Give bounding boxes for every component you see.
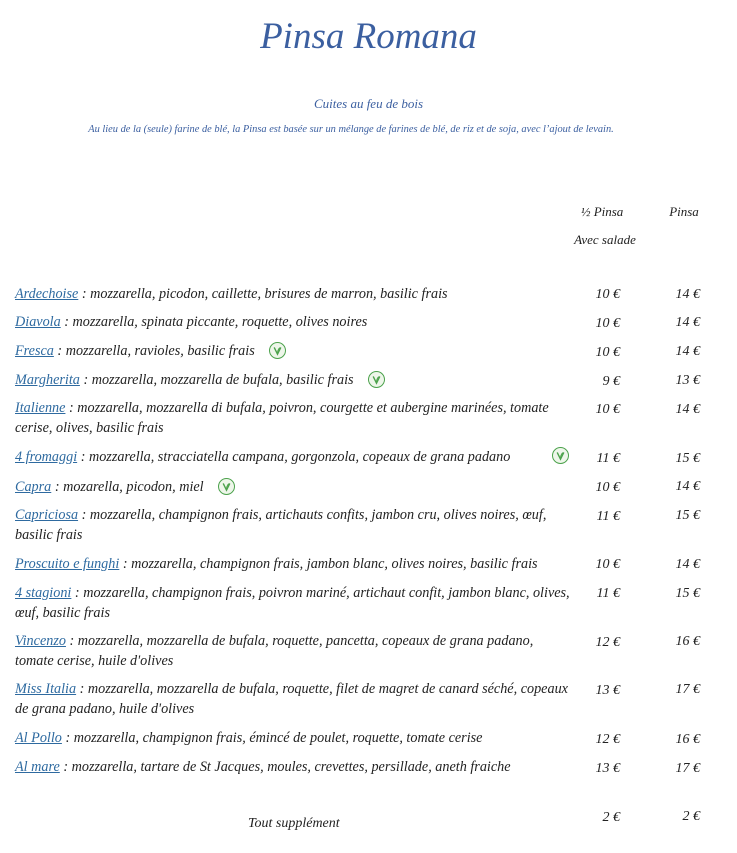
price-half: 11 €: [596, 451, 620, 466]
menu-item-description: : mozzarella, tartare de St Jacques, moules, crevettes, persillade, aneth fraiche: [59, 759, 511, 775]
menu-item-name[interactable]: Al Pollo: [15, 730, 62, 746]
menu-item-name[interactable]: Margherita: [15, 372, 80, 388]
price-full: 14 €: [675, 402, 700, 417]
menu-item: [15, 680, 575, 719]
menu-item: [15, 506, 575, 545]
menu-item-description: : mozzarella, champignon frais, jambon blanc, olives noires, basilic frais: [119, 556, 538, 572]
price-half: 10 €: [595, 287, 620, 302]
price-half: 10 €: [595, 316, 620, 331]
vegetarian-icon: [269, 342, 286, 359]
menu-item-description: : mozzarella, mozzarella de bufala, basilic frais: [79, 372, 354, 388]
price-full: 14 €: [675, 557, 700, 572]
price-full: 17 €: [675, 682, 700, 697]
price-full: 15 €: [675, 508, 700, 523]
price-half: 10 €: [595, 345, 620, 360]
menu-item-name[interactable]: 4 fromaggi: [15, 449, 78, 465]
menu-item-description: : mozzarella, spinata piccante, roquette, olives noires: [60, 314, 368, 330]
menu-item-description: : mozzarella, ravioles, basilic frais: [53, 343, 255, 359]
subtitle: Cuites au feu de bois: [313, 96, 424, 111]
menu-item-name[interactable]: Ardechoise: [15, 286, 79, 302]
price-full: 16 €: [675, 732, 700, 747]
page-title: Pinsa Romana: [260, 16, 477, 57]
menu-item: [15, 555, 575, 575]
price-half: 10 €: [595, 480, 620, 495]
menu-item-name[interactable]: Capriciosa: [15, 507, 79, 523]
price-full: 14 €: [675, 315, 700, 330]
menu-item: [15, 632, 575, 671]
column-header-half: ½ Pinsa: [580, 204, 624, 219]
menu-item: [15, 758, 575, 778]
menu-item-name[interactable]: Proscuito e funghi: [15, 556, 120, 572]
menu-item-name[interactable]: 4 stagioni: [15, 585, 72, 601]
menu-item: [15, 313, 575, 333]
price-half: 11 €: [596, 586, 620, 601]
menu-item-description: : mozzarella, champignon frais, émincé de poulet, roquette, tomate cerise: [61, 730, 483, 746]
menu-item: [15, 584, 575, 623]
menu-item: [15, 448, 575, 468]
menu-item-name[interactable]: Al mare: [15, 759, 60, 775]
supplement-price-half: 2 €: [602, 810, 620, 825]
vegetarian-icon: [218, 478, 235, 495]
column-header-half-sub: Avec salade: [574, 232, 636, 247]
menu-item-description: : mozzarella, champignon frais, artichauts confits, jambon cru, olives noires, œuf, basilic frais: [15, 507, 547, 543]
supplement-price-full: 2 €: [682, 809, 700, 824]
price-full: 15 €: [675, 451, 700, 466]
menu-item: [15, 342, 575, 362]
price-full: 16 €: [675, 634, 700, 649]
menu-item-description: : mozzarella, stracciatella campana, gorgonzola, copeaux de grana padano: [77, 449, 511, 465]
price-full: 13 €: [675, 373, 700, 388]
menu-item-description: : mozzarella, mozzarella de bufala, roquette, filet de magret de canard séché, copeaux de grana padano, huile d'olives: [15, 681, 568, 717]
price-half: 10 €: [595, 557, 620, 572]
intro-text: Au lieu de la (seule) farine de blé, la Pinsa est basée sur un mélange de farines de blé, de riz et de soja, avec l’ajout de levain.: [88, 124, 614, 135]
price-full: 15 €: [675, 586, 700, 601]
menu-item-name[interactable]: Diavola: [15, 314, 61, 330]
column-header-full: Pinsa: [669, 204, 699, 219]
menu-item-name[interactable]: Fresca: [15, 343, 54, 359]
price-half: 11 €: [596, 509, 620, 524]
price-full: 17 €: [675, 761, 700, 776]
menu-item-name[interactable]: Capra: [15, 479, 52, 495]
price-full: 14 €: [675, 479, 700, 494]
menu-item-name[interactable]: Vincenzo: [15, 633, 66, 649]
price-half: 10 €: [595, 402, 620, 417]
menu-item-description: : mozarella, picodon, miel: [51, 479, 204, 495]
menu-item: [15, 371, 575, 391]
menu-item: [15, 478, 575, 498]
price-half: 9 €: [602, 374, 620, 389]
vegetarian-icon: [368, 371, 385, 388]
menu-item-name[interactable]: Italienne: [15, 400, 66, 416]
menu-item: [15, 399, 575, 438]
supplement-label: Tout supplément: [248, 816, 340, 831]
price-full: 14 €: [675, 287, 700, 302]
menu-item: [15, 285, 575, 305]
price-half: 13 €: [595, 761, 620, 776]
menu-item-description: : mozzarella, mozzarella di bufala, poivron, courgette et aubergine marinées, tomate cerise, olives, basilic frais: [15, 400, 549, 436]
price-half: 12 €: [595, 732, 620, 747]
menu-item-name[interactable]: Miss Italia: [15, 681, 77, 697]
price-half: 12 €: [595, 635, 620, 650]
menu-item-description: : mozzarella, picodon, caillette, brisures de marron, basilic frais: [78, 286, 448, 302]
menu-item-description: : mozzarella, champignon frais, poivron mariné, artichaut confit, jambon blanc, olives, œuf, basilic frais: [15, 585, 570, 621]
price-half: 13 €: [595, 683, 620, 698]
menu-item-description: : mozzarella, mozzarella de bufala, roquette, pancetta, copeaux de grana padano, tomate cerise, huile d'olives: [15, 633, 534, 669]
vegetarian-icon: [552, 447, 569, 464]
menu-item: [15, 729, 575, 749]
price-full: 14 €: [675, 344, 700, 359]
